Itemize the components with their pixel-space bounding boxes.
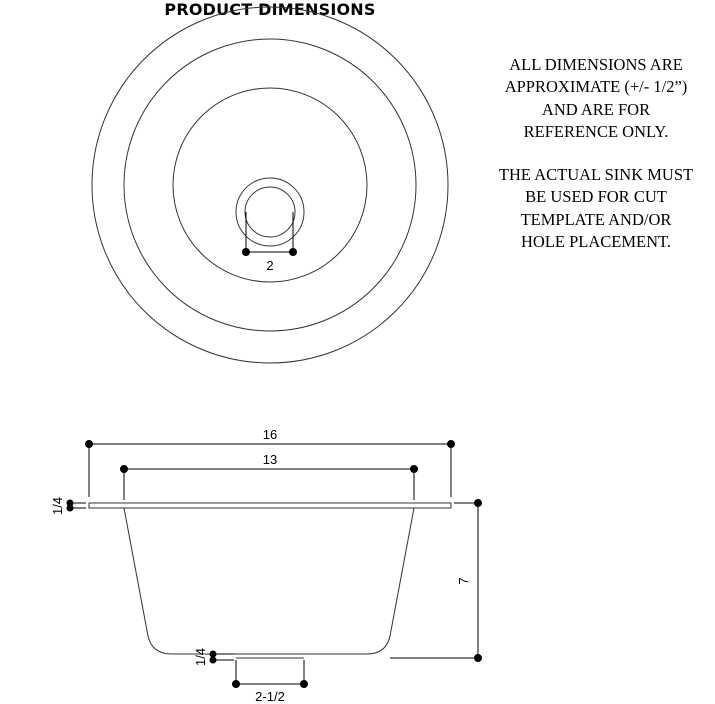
dimension-dot (86, 441, 93, 448)
dimension-dot (67, 505, 73, 511)
sink-bowl-circle (173, 88, 367, 282)
sink-top-view (92, 7, 448, 363)
note-line: ALL DIMENSIONS ARE (509, 55, 683, 74)
note-line: AND ARE FOR (541, 99, 651, 119)
bottom-thickness-dimension (210, 651, 234, 663)
bowl-width-dimension (121, 466, 418, 501)
rim-thickness-dimension (67, 500, 86, 511)
dimension-dot (411, 466, 418, 473)
sink-rim-inner-circle (124, 39, 416, 331)
sink-side-view (89, 503, 451, 658)
note-line: APPROXIMATE (+/- 1/2”) (504, 77, 688, 97)
dimension-dot (233, 681, 240, 688)
note-line: TEMPLATE AND/OR (520, 209, 672, 229)
drain-dimension (243, 212, 297, 256)
sink-bowl-profile (124, 508, 414, 654)
overall-width-label: 16 (262, 427, 278, 442)
sink-rim-profile (89, 503, 451, 508)
drain-diameter-label: 2 (266, 258, 274, 273)
note-line: THE ACTUAL SINK MUST (498, 165, 694, 184)
note-line: HOLE PLACEMENT. (520, 232, 671, 252)
page-title: PRODUCT DIMENSIONS (164, 0, 376, 19)
dimension-dot (475, 655, 482, 662)
bottom-flat-width-dimension (233, 660, 308, 688)
note-line: REFERENCE ONLY. (523, 122, 669, 142)
dimension-dot (448, 441, 455, 448)
bowl-width-label: 13 (262, 452, 278, 467)
rim-thickness-label: 1/4 (50, 496, 65, 516)
dimension-dot (290, 249, 297, 256)
dimension-dot (475, 500, 482, 507)
bottom-flat-width-label: 2-1/2 (255, 689, 285, 704)
bottom-thickness-label: 1/4 (193, 647, 208, 667)
sink-rim-outer-circle (92, 7, 448, 363)
dimension-dot (243, 249, 250, 256)
drain-inner-circle (245, 187, 295, 237)
dimension-dot (121, 466, 128, 473)
dimension-dot (301, 681, 308, 688)
note-line: BE USED FOR CUT (525, 187, 667, 207)
dimension-dot (210, 657, 216, 663)
dimension-dot (210, 651, 216, 657)
depth-label: 7 (456, 577, 471, 585)
